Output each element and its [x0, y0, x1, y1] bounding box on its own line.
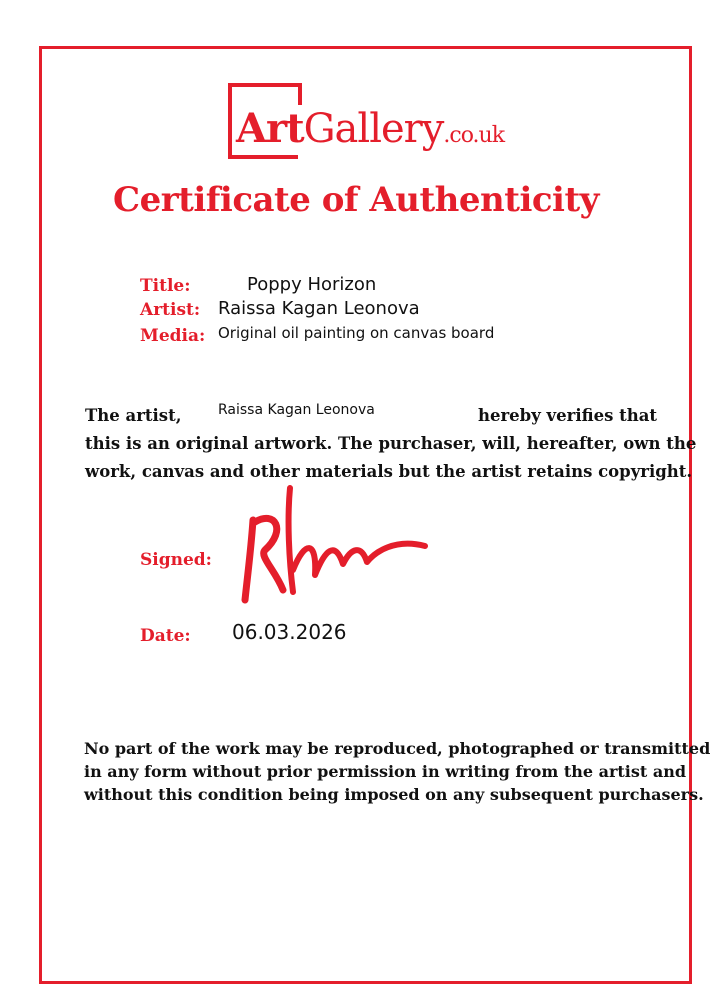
verification-line-3: work, canvas and other materials but the artist retains copyright.	[85, 462, 693, 481]
verification-prefix: The artist,	[85, 406, 182, 425]
logo-wordmark	[236, 105, 504, 160]
logo-domain: .co.uk	[443, 123, 505, 148]
logo-art: Art	[236, 105, 304, 152]
title-label: Title:	[140, 276, 191, 296]
artist-value: Raissa Kagan Leonova	[218, 298, 420, 319]
media-value: Original oil painting on canvas board	[218, 324, 495, 342]
verification-suffix: hereby verifies that	[478, 406, 658, 425]
notice-line-3: without this condition being imposed on any subsequent purchasers.	[84, 785, 704, 804]
logo-gallery: Gallery	[303, 106, 444, 152]
date-value: 06.03.2026	[232, 620, 347, 644]
artist-label: Artist:	[140, 300, 201, 320]
notice-line-1: No part of the work may be reproduced, photographed or transmitted	[84, 739, 711, 758]
artgallery-logo	[228, 83, 538, 163]
notice-line-2: in any form without prior permission in writing from the artist and	[84, 762, 687, 781]
copyright-notice	[84, 737, 711, 806]
artwork-title-value: Poppy Horizon	[247, 274, 377, 295]
certificate-title: Certificate of Authenticity	[113, 180, 599, 220]
verification-line-2: this is an original artwork. The purchaser, will, hereafter, own the	[85, 434, 697, 453]
signature-image	[235, 480, 435, 610]
signed-label: Signed:	[140, 550, 212, 570]
verification-artist-name: Raissa Kagan Leonova	[218, 402, 375, 418]
media-label: Media:	[140, 326, 206, 346]
date-label: Date:	[140, 626, 191, 646]
